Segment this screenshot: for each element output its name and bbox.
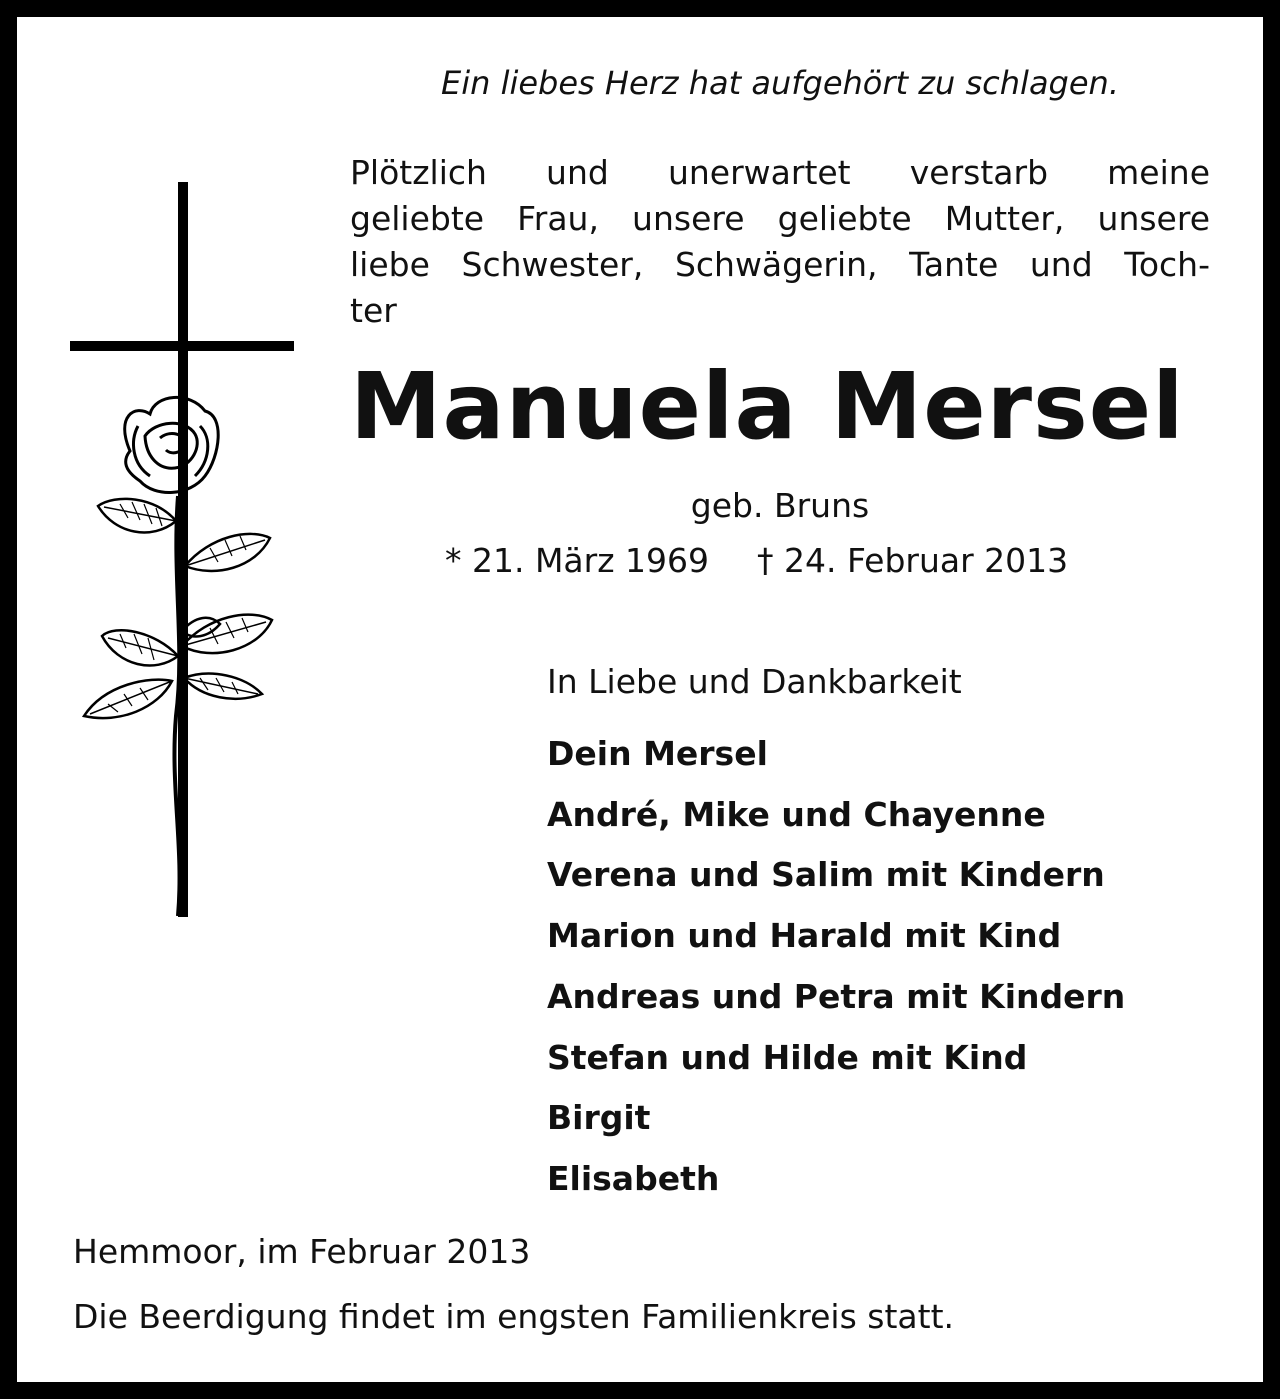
deceased-name: Manuela Mersel [350, 353, 1185, 460]
birth-date: * 21. März 1969 [445, 541, 710, 580]
mourner: Verena und Salim mit Kindern [547, 855, 1105, 895]
mourner: Marion und Harald mit Kind [547, 916, 1062, 956]
mourner: Elisabeth [547, 1158, 720, 1198]
closing-phrase: In Liebe und Dankbarkeit [547, 662, 962, 701]
cross-icon [70, 182, 294, 917]
intro-line: geliebte Frau, unsere geliebte Mutter, unsere [350, 199, 1210, 238]
life-dates [445, 541, 1068, 580]
death-date: † 24. Februar 2013 [757, 541, 1069, 580]
funeral-note: Die Beerdigung findet im engsten Familienkreis statt. [73, 1297, 954, 1336]
birth-name: geb. Bruns [690, 486, 870, 525]
place-and-date: Hemmoor, im Februar 2013 [73, 1232, 531, 1271]
intro-text [350, 150, 1210, 334]
mourner: Stefan und Hilde mit Kind [547, 1037, 1028, 1077]
mourners-list [547, 724, 1125, 1210]
mourner: André, Mike und Chayenne [547, 794, 1046, 834]
intro-line: ter [350, 291, 397, 330]
cross-with-rose-illustration [60, 176, 310, 926]
mourner: Dein Mersel [547, 734, 768, 773]
intro-line: Plötzlich und unerwartet verstarb meine [350, 153, 1210, 192]
intro-line: liebe Schwester, Schwägerin, Tante und Toch- [350, 245, 1210, 284]
mourner: Birgit [547, 1098, 651, 1138]
mourner: Andreas und Petra mit Kindern [547, 976, 1126, 1016]
motto: Ein liebes Herz hat aufgehört zu schlagen. [441, 64, 1119, 102]
